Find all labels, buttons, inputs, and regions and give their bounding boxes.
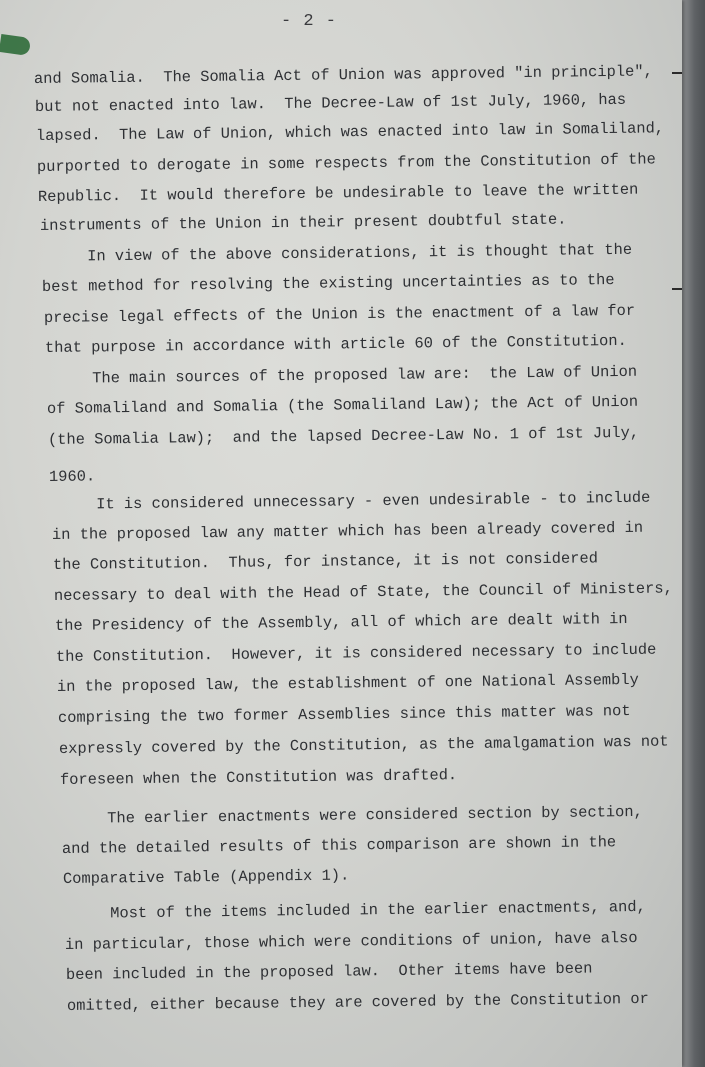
text-line: of Somaliland and Somalia (the Somaliland Law); the Act of Union [46, 392, 639, 418]
text-line: foreseen when the Constitution was drafted. [59, 766, 458, 789]
text-line: necessary to deal with the Head of State, the Council of Ministers, [53, 579, 673, 605]
text-line: expressly covered by the Constitution, as the amalgamation was not [58, 732, 669, 758]
text-line: and Somalia. The Somalia Act of Union was approved "in principle", [33, 62, 653, 88]
text-line: Comparative Table (Appendix 1). [62, 866, 350, 888]
text-line: and the detailed results of this comparison are shown in the [61, 833, 617, 858]
text-line: (the Somalia Law); and the lapsed Decree-Law No. 1 of 1st July, [47, 423, 640, 449]
text-line: that purpose in accordance with article 60 of the Constitution. [44, 331, 627, 357]
text-line: but not enacted into law. The Decree-Law of 1st July, 1960, has [34, 90, 627, 116]
text-line: purported to derogate in some respects from the Constitution of the [36, 150, 656, 176]
text-line: in the proposed law, the establishment of one National Assembly [56, 670, 639, 696]
text-line: It is considered unnecessary - even undesirable - to include [49, 488, 651, 514]
text-line: in the proposed law any matter which has been already covered in [51, 518, 644, 544]
text-line: The earlier enactments were considered section by section, [60, 802, 643, 828]
text-line: Republic. It would therefore be undesirable to leave the written [37, 180, 639, 206]
text-line: precise legal effects of the Union is the enactment of a law for [43, 301, 636, 327]
text-line: lapsed. The Law of Union, which was enacted into law in Somaliland, [35, 119, 665, 145]
text-line: been included in the proposed law. Other items have been [65, 959, 593, 984]
text-line: comprising the two former Assemblies since this matter was not [57, 702, 631, 727]
text-line: omitted, either because they are covered by the Constitution or [66, 989, 649, 1015]
page-number: - 2 - [281, 12, 338, 31]
text-line: Most of the items included in the earlier enactments, and, [63, 897, 646, 923]
text-line: the Constitution. However, it is considered necessary to include [55, 640, 657, 666]
page-edge-shadow [679, 0, 705, 1067]
text-line: best method for resolving the existing uncertainties as to the [41, 271, 615, 296]
text-line: In view of the above considerations, it is thought that the [40, 240, 633, 266]
text-line: the Presidency of the Assembly, all of which are dealt with in [54, 610, 628, 635]
text-line: in particular, those which were conditions of union, have also [64, 929, 638, 954]
text-line: 1960. [48, 467, 96, 486]
text-line: the Constitution. Thus, for instance, it is not considered [52, 549, 598, 574]
text-line: The main sources of the proposed law are: the Law of Union [45, 362, 638, 388]
text-line: instruments of the Union in their present doubtful state. [39, 210, 567, 235]
